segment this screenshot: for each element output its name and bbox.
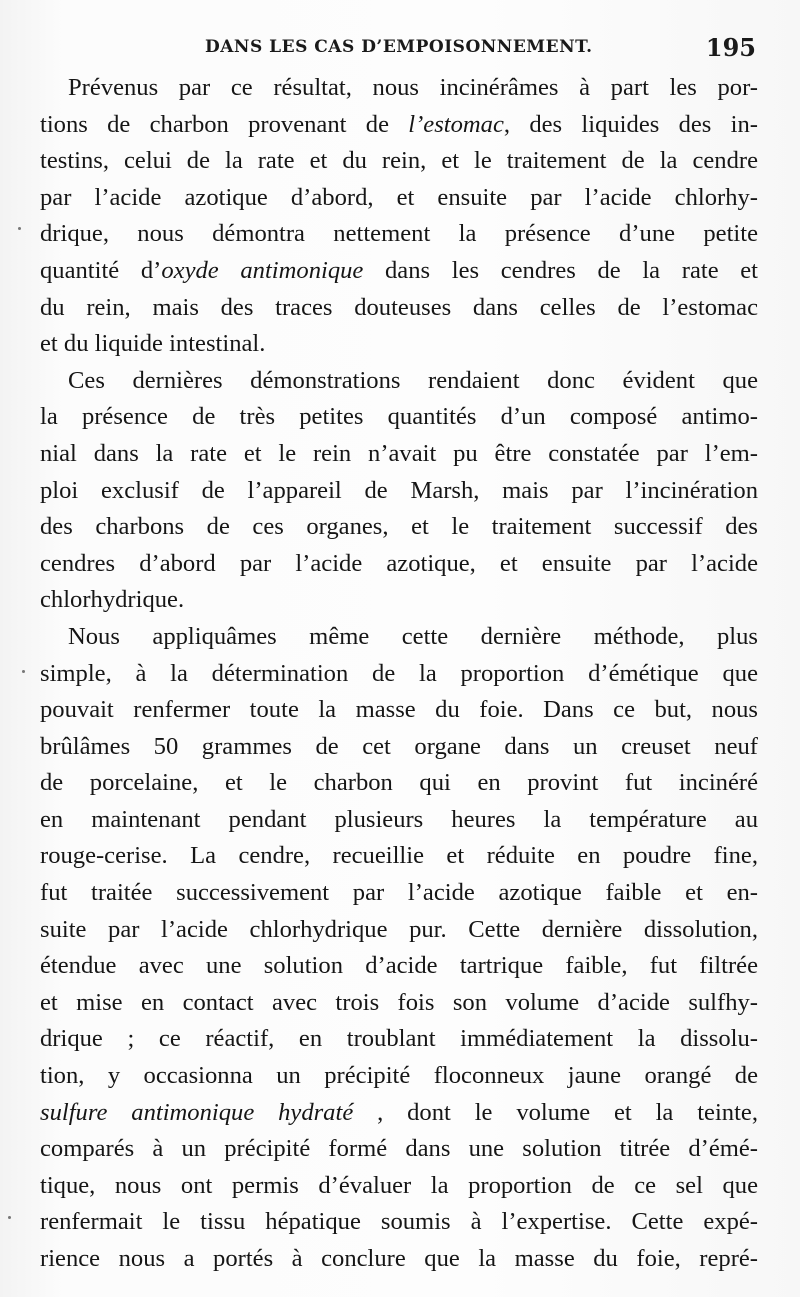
text-line — [40, 180, 758, 217]
text-run: et du liquide intestinal. — [40, 330, 266, 358]
text-line — [40, 107, 758, 144]
text-line — [40, 399, 758, 436]
text-run: de porcelaine, et le charbon qui en provint fut incinéré — [40, 769, 758, 797]
text-line — [40, 1131, 758, 1168]
text-run: par l’acide azotique d’abord, et ensuite par l’acide chlorhy- — [40, 183, 758, 211]
text-run: en maintenant pendant plusieurs heures la température au — [40, 805, 758, 833]
print-speck — [22, 670, 25, 673]
text-run: drique, nous démontra nettement la présence d’une petite — [40, 220, 758, 248]
text-line — [40, 656, 758, 693]
text-line — [40, 875, 758, 912]
text-run: chlorhydrique. — [40, 586, 185, 614]
text-run: Nous appliquâmes même cette dernière méthode, plus — [68, 622, 758, 650]
text-run: tique, nous ont permis d’évaluer la proportion de ce sel que — [40, 1171, 758, 1199]
text-line — [40, 70, 758, 107]
text-run: drique ; ce réactif, en troublant immédiatement la dissolu- — [40, 1025, 758, 1053]
print-speck — [8, 1216, 11, 1219]
text-run: fut traitée successivement par l’acide azotique faible et en- — [40, 879, 758, 907]
text-line — [40, 1241, 758, 1278]
text-run: simple, à la détermination de la proportion d’émétique que — [40, 659, 758, 687]
text-line — [40, 985, 758, 1022]
text-line — [40, 802, 758, 839]
text-line — [40, 326, 758, 363]
text-line — [40, 838, 758, 875]
italic-term: sulfure antimonique hydraté — [40, 1098, 354, 1126]
running-head — [40, 35, 756, 65]
text-line — [40, 143, 758, 180]
text-run: , des liquides des in- — [503, 110, 758, 138]
text-line — [40, 948, 758, 985]
text-run: et mise en contact avec trois fois son volume d’acide sulfhy- — [40, 988, 758, 1016]
text-line — [40, 290, 758, 327]
text-line — [40, 216, 758, 253]
text-run: pouvait renfermer toute la masse du foie. Dans ce but, nous — [40, 696, 758, 724]
text-line — [40, 692, 758, 729]
text-line — [40, 1058, 758, 1095]
text-run: brûlâmes 50 grammes de cet organe dans un creuset neuf — [40, 732, 758, 760]
text-line — [40, 912, 758, 949]
text-run: la présence de très petites quantités d’un composé antimo- — [40, 403, 758, 431]
text-run: nial dans la rate et le rein n’avait pu être constatée par l’em- — [40, 439, 758, 467]
text-line — [40, 436, 758, 473]
body-text — [40, 70, 758, 1278]
text-run: tion, y occasionna un précipité floconneux jaune orangé de — [40, 1062, 758, 1090]
text-line — [40, 509, 758, 546]
text-run: comparés à un précipité formé dans une solution titrée d’émé- — [40, 1135, 758, 1163]
text-run: rience nous a portés à conclure que la masse du foie, repré- — [40, 1245, 758, 1272]
text-run: dans les cendres de la rate et — [363, 256, 759, 284]
text-line — [40, 253, 758, 290]
text-line — [40, 1168, 758, 1205]
text-run: ploi exclusif de l’appareil de Marsh, mais par l’incinération — [40, 476, 758, 504]
text-run: renfermait le tissu hépatique soumis à l’expertise. Cette expé- — [40, 1208, 758, 1236]
text-run: quantité d’ — [40, 256, 162, 284]
text-run: testins, celui de la rate et du rein, et le traitement de la cendre — [40, 147, 758, 175]
text-line — [40, 1095, 758, 1132]
text-line — [40, 1204, 758, 1241]
text-line — [40, 619, 758, 656]
text-run: suite par l’acide chlorhydrique pur. Cette dernière dissolution, — [40, 915, 758, 943]
page-number: 195 — [705, 33, 756, 62]
text-run: étendue avec une solution d’acide tartrique faible, fut filtrée — [40, 952, 758, 980]
text-line — [40, 582, 758, 619]
text-line — [40, 729, 758, 766]
text-line — [40, 765, 758, 802]
print-speck — [18, 227, 21, 230]
text-line — [40, 473, 758, 510]
text-run: Ces dernières démonstrations rendaient donc évident que — [68, 366, 758, 394]
italic-term: l’estomac — [408, 110, 504, 138]
text-line — [40, 363, 758, 400]
text-run: rouge-cerise. La cendre, recueillie et réduite en poudre fine, — [40, 842, 758, 870]
text-line — [40, 1021, 758, 1058]
text-run: cendres d’abord par l’acide azotique, et ensuite par l’acide — [40, 549, 758, 577]
italic-term: oxyde antimonique — [161, 256, 364, 284]
text-run: des charbons de ces organes, et le traitement successif des — [40, 513, 758, 541]
text-run: , dont le volume et la teinte, — [353, 1098, 758, 1126]
text-run: du rein, mais des traces douteuses dans celles de l’estomac — [40, 293, 758, 321]
text-run: Prévenus par ce résultat, nous incinérâmes à part les por- — [68, 74, 758, 101]
running-title: DANS LES CAS D’EMPOISONNEMENT. — [205, 37, 593, 57]
text-line — [40, 546, 758, 583]
text-run: tions de charbon provenant de — [40, 110, 409, 138]
